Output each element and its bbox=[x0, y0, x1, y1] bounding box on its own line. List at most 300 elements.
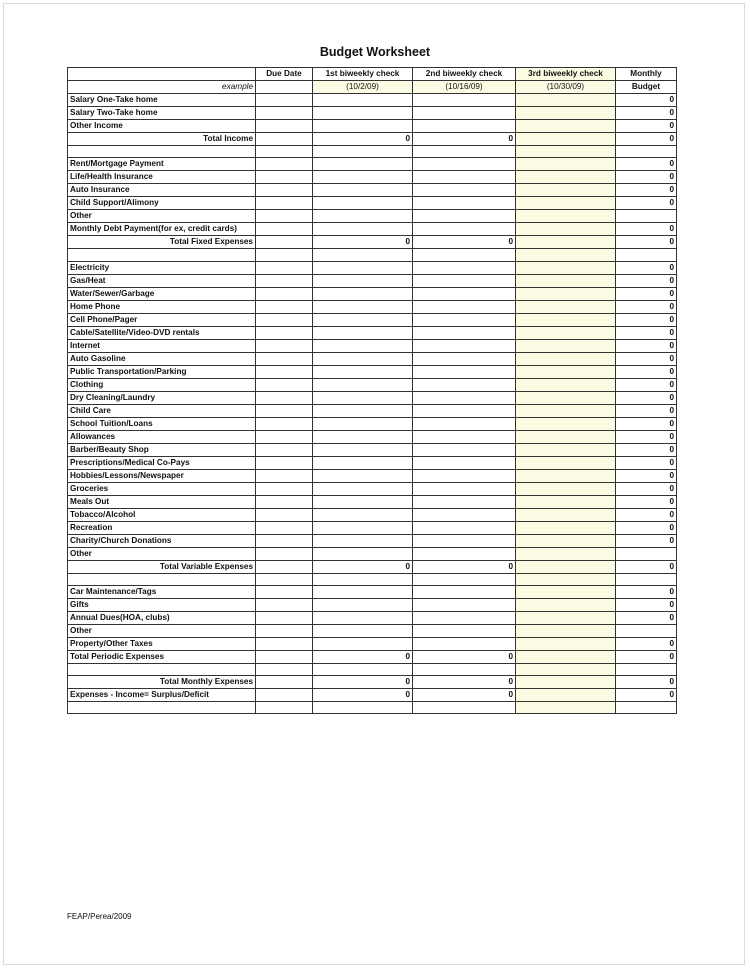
check-1-cell[interactable]: 0 bbox=[313, 236, 413, 249]
check-2-cell[interactable] bbox=[413, 598, 516, 611]
table-row bbox=[68, 689, 677, 702]
check-2-cell[interactable] bbox=[413, 326, 516, 339]
check-3-cell[interactable] bbox=[516, 637, 616, 650]
monthly-budget-cell: 0 bbox=[616, 469, 677, 482]
table-row bbox=[68, 236, 677, 249]
check-2-cell[interactable] bbox=[413, 573, 516, 585]
due-date-cell[interactable] bbox=[256, 637, 313, 650]
monthly-budget-cell: 0 bbox=[616, 598, 677, 611]
due-date-cell[interactable] bbox=[256, 287, 313, 300]
check-1-cell[interactable] bbox=[313, 313, 413, 326]
header-budget: Budget bbox=[616, 81, 677, 94]
monthly-budget-cell: 0 bbox=[616, 274, 677, 287]
check-2-cell[interactable] bbox=[413, 300, 516, 313]
due-date-cell[interactable] bbox=[256, 94, 313, 107]
monthly-budget-cell: 0 bbox=[616, 689, 677, 702]
check-3-cell[interactable] bbox=[516, 650, 616, 663]
monthly-budget-cell: 0 bbox=[616, 482, 677, 495]
check-3-cell[interactable] bbox=[516, 598, 616, 611]
row-label: Dry Cleaning/Laundry bbox=[68, 391, 256, 404]
due-date-cell[interactable] bbox=[256, 650, 313, 663]
check-3-cell[interactable] bbox=[516, 313, 616, 326]
due-date-cell[interactable] bbox=[256, 702, 313, 714]
check-3-cell[interactable] bbox=[516, 300, 616, 313]
check-2-date: (10/16/09) bbox=[413, 81, 516, 94]
monthly-budget-cell: 0 bbox=[616, 326, 677, 339]
check-2-cell[interactable] bbox=[413, 443, 516, 456]
check-1-cell[interactable] bbox=[313, 378, 413, 391]
row-label: Rent/Mortgage Payment bbox=[68, 158, 256, 171]
check-2-cell[interactable] bbox=[413, 404, 516, 417]
check-3-cell[interactable] bbox=[516, 430, 616, 443]
table-row bbox=[68, 158, 677, 171]
check-3-cell[interactable] bbox=[516, 287, 616, 300]
check-3-cell[interactable] bbox=[516, 508, 616, 521]
check-3-cell[interactable] bbox=[516, 339, 616, 352]
due-date-cell[interactable] bbox=[256, 261, 313, 274]
check-2-cell[interactable] bbox=[413, 210, 516, 223]
row-label: Water/Sewer/Garbage bbox=[68, 287, 256, 300]
worksheet-title: Budget Worksheet bbox=[319, 45, 431, 59]
check-1-cell[interactable]: 0 bbox=[313, 650, 413, 663]
check-1-cell[interactable] bbox=[313, 146, 413, 158]
table-row bbox=[68, 223, 677, 236]
table-row bbox=[68, 508, 677, 521]
check-2-cell[interactable] bbox=[413, 146, 516, 158]
check-2-cell[interactable] bbox=[413, 313, 516, 326]
check-1-cell[interactable] bbox=[313, 482, 413, 495]
monthly-budget-cell: 0 bbox=[616, 534, 677, 547]
check-1-cell[interactable] bbox=[313, 107, 413, 120]
monthly-budget-cell: 0 bbox=[616, 560, 677, 573]
row-label: Internet bbox=[68, 339, 256, 352]
due-date-cell[interactable] bbox=[256, 378, 313, 391]
monthly-budget-cell: 0 bbox=[616, 94, 677, 107]
due-date-cell[interactable] bbox=[256, 443, 313, 456]
check-1-cell[interactable] bbox=[313, 534, 413, 547]
table-row bbox=[68, 326, 677, 339]
check-1-cell[interactable] bbox=[313, 663, 413, 675]
check-3-cell[interactable] bbox=[516, 469, 616, 482]
due-date-cell[interactable] bbox=[256, 236, 313, 249]
row-label: Annual Dues(HOA, clubs) bbox=[68, 611, 256, 624]
table-row bbox=[68, 624, 677, 637]
table-row bbox=[68, 391, 677, 404]
check-2-cell[interactable] bbox=[413, 585, 516, 598]
table-row bbox=[68, 482, 677, 495]
check-1-cell[interactable]: 0 bbox=[313, 560, 413, 573]
monthly-budget-cell: 0 bbox=[616, 637, 677, 650]
table-row bbox=[68, 650, 677, 663]
row-label: Home Phone bbox=[68, 300, 256, 313]
check-1-cell[interactable] bbox=[313, 637, 413, 650]
row-label: Total Monthly Expenses bbox=[68, 676, 256, 689]
check-3-cell[interactable] bbox=[516, 702, 616, 714]
table-row bbox=[68, 378, 677, 391]
monthly-budget-cell: 0 bbox=[616, 133, 677, 146]
due-date-cell[interactable] bbox=[256, 339, 313, 352]
due-date-cell[interactable] bbox=[256, 689, 313, 702]
table-row bbox=[68, 611, 677, 624]
check-2-cell[interactable]: 0 bbox=[413, 133, 516, 146]
check-1-cell[interactable] bbox=[313, 547, 413, 560]
check-2-cell[interactable] bbox=[413, 521, 516, 534]
monthly-budget-cell: 0 bbox=[616, 495, 677, 508]
check-2-cell[interactable] bbox=[413, 223, 516, 236]
check-2-cell[interactable]: 0 bbox=[413, 689, 516, 702]
check-1-cell[interactable] bbox=[313, 249, 413, 261]
table-row bbox=[68, 495, 677, 508]
row-label: Other bbox=[68, 547, 256, 560]
check-3-cell[interactable] bbox=[516, 197, 616, 210]
due-date-cell[interactable] bbox=[256, 521, 313, 534]
check-3-cell[interactable] bbox=[516, 261, 616, 274]
due-date-cell[interactable] bbox=[256, 300, 313, 313]
check-3-cell[interactable] bbox=[516, 107, 616, 120]
due-date-cell[interactable] bbox=[256, 120, 313, 133]
check-3-cell[interactable] bbox=[516, 404, 616, 417]
check-3-cell[interactable] bbox=[516, 521, 616, 534]
check-3-cell[interactable] bbox=[516, 417, 616, 430]
check-1-cell[interactable] bbox=[313, 210, 413, 223]
row-label: Barber/Beauty Shop bbox=[68, 443, 256, 456]
check-1-cell[interactable] bbox=[313, 184, 413, 197]
monthly-budget-cell: 0 bbox=[616, 365, 677, 378]
example-label: example bbox=[68, 81, 256, 94]
row-label: Total Periodic Expenses bbox=[68, 650, 256, 663]
due-date-cell[interactable] bbox=[256, 184, 313, 197]
check-2-cell[interactable] bbox=[413, 158, 516, 171]
check-3-cell[interactable] bbox=[516, 560, 616, 573]
check-1-cell[interactable] bbox=[313, 611, 413, 624]
check-1-cell[interactable]: 0 bbox=[313, 676, 413, 689]
check-1-cell[interactable] bbox=[313, 120, 413, 133]
monthly-budget-cell: 0 bbox=[616, 236, 677, 249]
row-label: Child Support/Alimony bbox=[68, 197, 256, 210]
row-label: Gifts bbox=[68, 598, 256, 611]
check-3-cell[interactable] bbox=[516, 146, 616, 158]
check-3-cell[interactable] bbox=[516, 326, 616, 339]
due-date-cell[interactable] bbox=[256, 495, 313, 508]
row-label bbox=[68, 146, 256, 158]
monthly-budget-cell bbox=[616, 573, 677, 585]
due-date-cell[interactable] bbox=[256, 508, 313, 521]
monthly-budget-cell bbox=[616, 702, 677, 714]
check-2-cell[interactable] bbox=[413, 547, 516, 560]
check-1-cell[interactable] bbox=[313, 404, 413, 417]
check-3-cell[interactable] bbox=[516, 352, 616, 365]
check-2-cell[interactable] bbox=[413, 261, 516, 274]
check-3-cell[interactable] bbox=[516, 210, 616, 223]
check-1-cell[interactable] bbox=[313, 456, 413, 469]
row-label: Car Maintenance/Tags bbox=[68, 585, 256, 598]
check-1-cell[interactable]: 0 bbox=[313, 133, 413, 146]
table-row bbox=[68, 585, 677, 598]
table-row bbox=[68, 249, 677, 261]
due-date-cell[interactable] bbox=[256, 417, 313, 430]
check-1-cell[interactable] bbox=[313, 585, 413, 598]
check-2-cell[interactable] bbox=[413, 495, 516, 508]
monthly-budget-cell: 0 bbox=[616, 456, 677, 469]
check-3-cell[interactable] bbox=[516, 689, 616, 702]
check-2-cell[interactable]: 0 bbox=[413, 560, 516, 573]
check-1-cell[interactable] bbox=[313, 365, 413, 378]
check-1-cell[interactable] bbox=[313, 417, 413, 430]
check-2-cell[interactable] bbox=[413, 417, 516, 430]
check-3-cell[interactable] bbox=[516, 223, 616, 236]
table-row bbox=[68, 210, 677, 223]
monthly-budget-cell: 0 bbox=[616, 184, 677, 197]
check-2-cell[interactable] bbox=[413, 482, 516, 495]
due-date-cell[interactable] bbox=[256, 560, 313, 573]
check-2-cell[interactable] bbox=[413, 456, 516, 469]
monthly-budget-cell: 0 bbox=[616, 300, 677, 313]
due-date-cell[interactable] bbox=[256, 430, 313, 443]
row-label: Allowances bbox=[68, 430, 256, 443]
check-3-cell[interactable] bbox=[516, 133, 616, 146]
check-2-cell[interactable] bbox=[413, 365, 516, 378]
row-label: Prescriptions/Medical Co-Pays bbox=[68, 456, 256, 469]
check-1-cell[interactable] bbox=[313, 339, 413, 352]
check-3-cell[interactable] bbox=[516, 274, 616, 287]
monthly-budget-cell: 0 bbox=[616, 521, 677, 534]
monthly-budget-cell: 0 bbox=[616, 120, 677, 133]
monthly-budget-cell: 0 bbox=[616, 508, 677, 521]
monthly-budget-cell: 0 bbox=[616, 197, 677, 210]
monthly-budget-cell: 0 bbox=[616, 339, 677, 352]
row-label: Charity/Church Donations bbox=[68, 534, 256, 547]
check-1-cell[interactable] bbox=[313, 171, 413, 184]
check-3-cell[interactable] bbox=[516, 456, 616, 469]
due-date-cell[interactable] bbox=[256, 326, 313, 339]
row-label: Hobbies/Lessons/Newspaper bbox=[68, 469, 256, 482]
monthly-budget-cell: 0 bbox=[616, 443, 677, 456]
due-date-cell[interactable] bbox=[256, 171, 313, 184]
check-1-cell[interactable] bbox=[313, 274, 413, 287]
check-1-cell[interactable] bbox=[313, 287, 413, 300]
row-label: Salary Two-Take home bbox=[68, 107, 256, 120]
table-row bbox=[68, 547, 677, 560]
table-row bbox=[68, 107, 677, 120]
due-date-cell[interactable] bbox=[256, 352, 313, 365]
check-1-cell[interactable] bbox=[313, 495, 413, 508]
due-date-cell[interactable] bbox=[256, 210, 313, 223]
check-1-cell[interactable] bbox=[313, 702, 413, 714]
check-2-cell[interactable] bbox=[413, 274, 516, 287]
row-label: Salary One-Take home bbox=[68, 94, 256, 107]
check-1-cell[interactable] bbox=[313, 521, 413, 534]
table-row bbox=[68, 663, 677, 675]
table-row bbox=[68, 702, 677, 714]
monthly-budget-cell: 0 bbox=[616, 378, 677, 391]
due-date-cell[interactable] bbox=[256, 547, 313, 560]
table-row bbox=[68, 637, 677, 650]
check-2-cell[interactable] bbox=[413, 339, 516, 352]
check-2-cell[interactable] bbox=[413, 197, 516, 210]
due-date-cell[interactable] bbox=[256, 624, 313, 637]
check-3-cell[interactable] bbox=[516, 663, 616, 675]
check-3-cell[interactable] bbox=[516, 378, 616, 391]
table-row bbox=[68, 94, 677, 107]
check-2-cell[interactable] bbox=[413, 287, 516, 300]
monthly-budget-cell bbox=[616, 547, 677, 560]
row-label: Tobacco/Alcohol bbox=[68, 508, 256, 521]
row-label: Cell Phone/Pager bbox=[68, 313, 256, 326]
monthly-budget-cell: 0 bbox=[616, 107, 677, 120]
check-3-cell[interactable] bbox=[516, 236, 616, 249]
check-2-cell[interactable]: 0 bbox=[413, 650, 516, 663]
check-1-cell[interactable] bbox=[313, 508, 413, 521]
check-1-cell[interactable] bbox=[313, 300, 413, 313]
due-date-cell[interactable] bbox=[256, 313, 313, 326]
check-2-cell[interactable] bbox=[413, 94, 516, 107]
check-2-cell[interactable] bbox=[413, 107, 516, 120]
check-3-cell[interactable] bbox=[516, 94, 616, 107]
check-2-cell[interactable] bbox=[413, 171, 516, 184]
monthly-budget-cell bbox=[616, 249, 677, 261]
table-row bbox=[68, 339, 677, 352]
check-2-cell[interactable] bbox=[413, 352, 516, 365]
check-3-cell[interactable] bbox=[516, 495, 616, 508]
due-date-cell[interactable] bbox=[256, 274, 313, 287]
check-3-cell[interactable] bbox=[516, 443, 616, 456]
table-row bbox=[68, 146, 677, 158]
check-1-cell[interactable] bbox=[313, 261, 413, 274]
check-3-cell[interactable] bbox=[516, 249, 616, 261]
due-date-cell[interactable] bbox=[256, 676, 313, 689]
check-1-cell[interactable] bbox=[313, 598, 413, 611]
check-1-cell[interactable] bbox=[313, 443, 413, 456]
due-date-cell[interactable] bbox=[256, 223, 313, 236]
row-label: Property/Other Taxes bbox=[68, 637, 256, 650]
table-row bbox=[68, 313, 677, 326]
check-3-cell[interactable] bbox=[516, 585, 616, 598]
check-1-cell[interactable] bbox=[313, 391, 413, 404]
check-1-cell[interactable] bbox=[313, 469, 413, 482]
row-label: School Tuition/Loans bbox=[68, 417, 256, 430]
table-row bbox=[68, 352, 677, 365]
due-date-cell[interactable] bbox=[256, 404, 313, 417]
due-date-cell[interactable] bbox=[256, 663, 313, 675]
due-date-cell[interactable] bbox=[256, 197, 313, 210]
table-row bbox=[68, 573, 677, 585]
check-2-cell[interactable] bbox=[413, 663, 516, 675]
check-1-cell[interactable] bbox=[313, 430, 413, 443]
footer-credit: FEAP/Perea/2009 bbox=[67, 912, 132, 921]
row-label bbox=[68, 702, 256, 714]
check-1-cell[interactable] bbox=[313, 223, 413, 236]
check-2-cell[interactable] bbox=[413, 534, 516, 547]
check-1-cell[interactable] bbox=[313, 624, 413, 637]
check-1-cell[interactable] bbox=[313, 94, 413, 107]
check-3-cell[interactable] bbox=[516, 184, 616, 197]
due-date-cell[interactable] bbox=[256, 482, 313, 495]
table-row bbox=[68, 417, 677, 430]
row-label: Auto Insurance bbox=[68, 184, 256, 197]
example-due-date-cell[interactable] bbox=[256, 81, 313, 94]
check-2-cell[interactable] bbox=[413, 391, 516, 404]
check-3-cell[interactable] bbox=[516, 120, 616, 133]
due-date-cell[interactable] bbox=[256, 534, 313, 547]
check-1-cell[interactable] bbox=[313, 573, 413, 585]
check-2-cell[interactable] bbox=[413, 508, 516, 521]
check-1-cell[interactable] bbox=[313, 197, 413, 210]
example-row bbox=[68, 81, 677, 94]
table-row bbox=[68, 521, 677, 534]
row-label: Child Care bbox=[68, 404, 256, 417]
due-date-cell[interactable] bbox=[256, 107, 313, 120]
due-date-cell[interactable] bbox=[256, 469, 313, 482]
check-3-cell[interactable] bbox=[516, 611, 616, 624]
table-row bbox=[68, 430, 677, 443]
row-label: Cable/Satellite/Video-DVD rentals bbox=[68, 326, 256, 339]
due-date-cell[interactable] bbox=[256, 391, 313, 404]
due-date-cell[interactable] bbox=[256, 249, 313, 261]
check-3-cell[interactable] bbox=[516, 676, 616, 689]
check-2-cell[interactable]: 0 bbox=[413, 676, 516, 689]
monthly-budget-cell: 0 bbox=[616, 223, 677, 236]
monthly-budget-cell: 0 bbox=[616, 650, 677, 663]
check-1-cell[interactable]: 0 bbox=[313, 689, 413, 702]
due-date-cell[interactable] bbox=[256, 146, 313, 158]
due-date-cell[interactable] bbox=[256, 585, 313, 598]
check-3-cell[interactable] bbox=[516, 365, 616, 378]
due-date-cell[interactable] bbox=[256, 573, 313, 585]
check-1-cell[interactable] bbox=[313, 352, 413, 365]
monthly-budget-cell bbox=[616, 624, 677, 637]
check-3-cell[interactable] bbox=[516, 171, 616, 184]
due-date-cell[interactable] bbox=[256, 365, 313, 378]
row-label: Gas/Heat bbox=[68, 274, 256, 287]
check-1-cell[interactable] bbox=[313, 326, 413, 339]
check-2-cell[interactable] bbox=[413, 378, 516, 391]
check-2-cell[interactable] bbox=[413, 249, 516, 261]
check-3-cell[interactable] bbox=[516, 158, 616, 171]
check-3-cell[interactable] bbox=[516, 534, 616, 547]
row-label: Expenses - Income= Surplus/Deficit bbox=[68, 689, 256, 702]
check-2-cell[interactable] bbox=[413, 637, 516, 650]
check-2-cell[interactable] bbox=[413, 469, 516, 482]
check-2-cell[interactable] bbox=[413, 184, 516, 197]
row-label bbox=[68, 573, 256, 585]
row-label bbox=[68, 249, 256, 261]
check-2-cell[interactable] bbox=[413, 611, 516, 624]
check-2-cell[interactable] bbox=[413, 624, 516, 637]
due-date-cell[interactable] bbox=[256, 598, 313, 611]
check-1-date: (10/2/09) bbox=[313, 81, 413, 94]
check-3-cell[interactable] bbox=[516, 547, 616, 560]
row-label: Recreation bbox=[68, 521, 256, 534]
check-3-cell[interactable] bbox=[516, 573, 616, 585]
table-row bbox=[68, 133, 677, 146]
row-label: Total Variable Expenses bbox=[68, 560, 256, 573]
check-2-cell[interactable] bbox=[413, 120, 516, 133]
check-3-cell[interactable] bbox=[516, 391, 616, 404]
table-row bbox=[68, 184, 677, 197]
check-2-cell[interactable] bbox=[413, 702, 516, 714]
check-2-cell[interactable] bbox=[413, 430, 516, 443]
due-date-cell[interactable] bbox=[256, 611, 313, 624]
check-3-cell[interactable] bbox=[516, 624, 616, 637]
due-date-cell[interactable] bbox=[256, 158, 313, 171]
check-1-cell[interactable] bbox=[313, 158, 413, 171]
row-label: Auto Gasoline bbox=[68, 352, 256, 365]
monthly-budget-cell: 0 bbox=[616, 158, 677, 171]
check-2-cell[interactable]: 0 bbox=[413, 236, 516, 249]
due-date-cell[interactable] bbox=[256, 133, 313, 146]
due-date-cell[interactable] bbox=[256, 456, 313, 469]
check-3-cell[interactable] bbox=[516, 482, 616, 495]
